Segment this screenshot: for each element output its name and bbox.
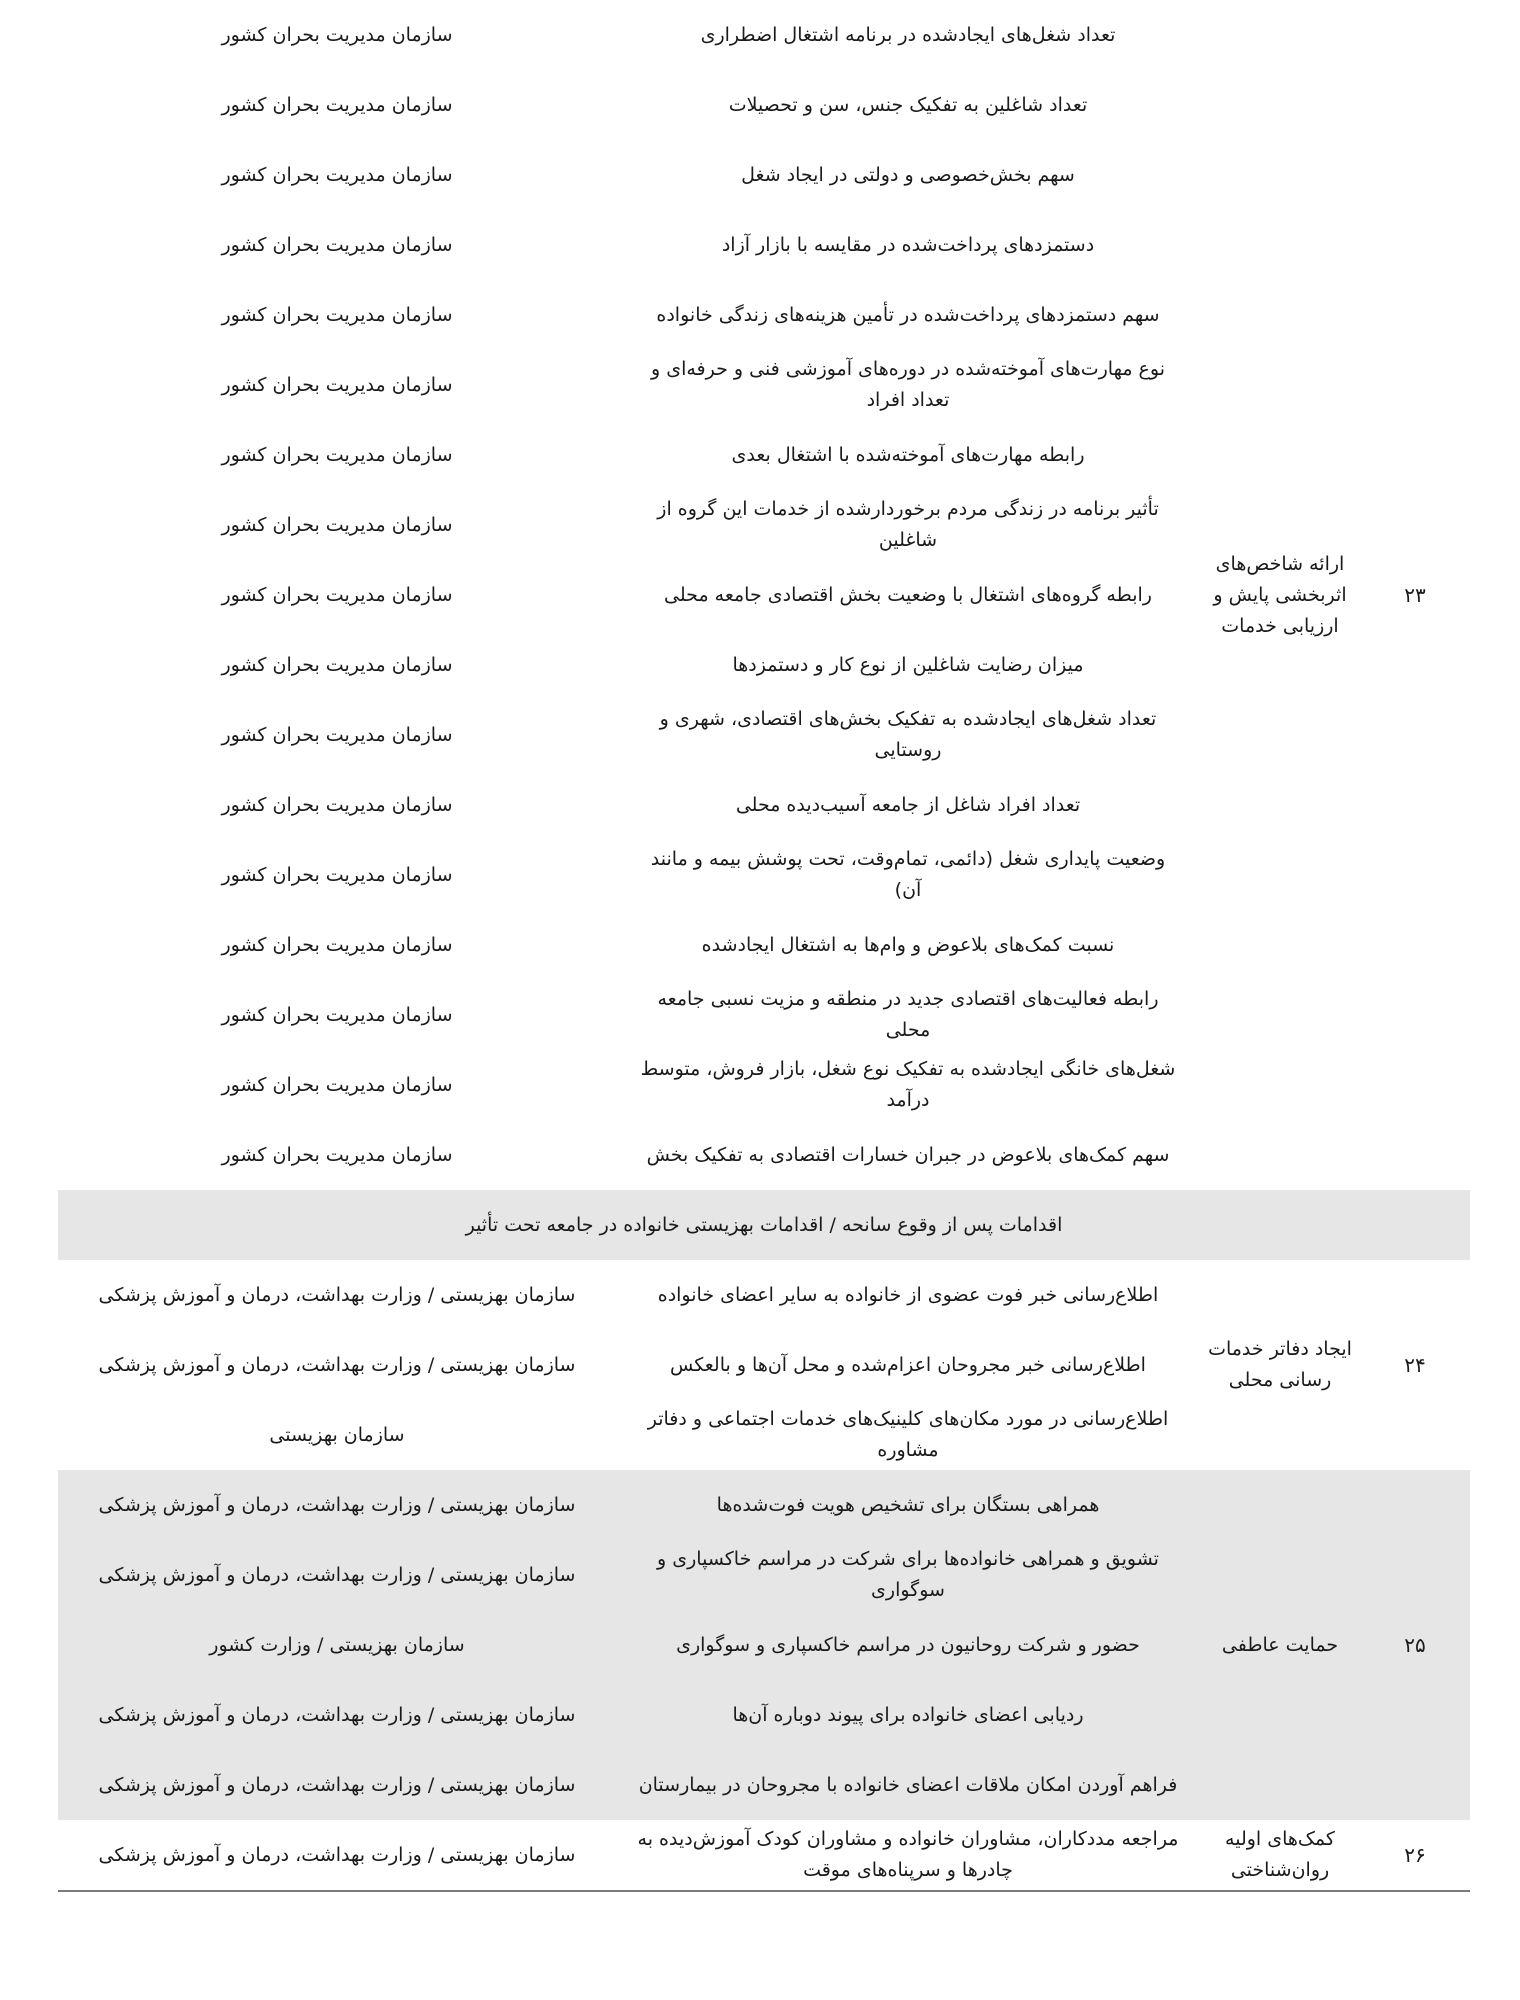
indicator-cell: ردیابی اعضای خانواده برای پیوند دوباره آن‌ها [616,1680,1200,1750]
indicator-cell: رابطه فعالیت‌های اقتصادی جدید در منطقه و مزیت نسبی جامعه محلی [657,988,1159,1041]
responsible-cell: سازمان مدیریت بحران کشور [221,303,453,326]
measure-title-24: ایجاد دفاتر خدمات رسانی محلی [1208,1338,1352,1391]
responsible-cell: سازمان مدیریت بحران کشور [221,93,453,116]
responsible-cell: سازمان مدیریت بحران کشور [221,1073,453,1096]
indicator-cell: شغل‌های خانگی ایجادشده به تفکیک نوع شغل، بازار فروش، متوسط درآمد [640,1058,1176,1111]
responsible-cell: سازمان مدیریت بحران کشور [221,513,453,536]
responsible-cell: سازمان بهزیستی / وزارت کشور [58,1610,616,1680]
indicator-cell: اطلاع‌رسانی خبر فوت عضوی از خانواده به سایر اعضای خانواده [657,1283,1159,1306]
responsible-cell: سازمان مدیریت بحران کشور [221,723,453,746]
indicator-cell: فراهم آوردن امکان ملاقات اعضای خانواده با مجروحان در بیمارستان [616,1750,1200,1820]
responsible-cell: سازمان مدیریت بحران کشور [221,373,453,396]
table-row [58,1470,1470,1540]
responsible-cell: سازمان بهزیستی / وزارت بهداشت، درمان و آموزش پزشکی [98,1283,576,1306]
indicator-cell: دستمزدهای پرداخت‌شده در مقایسه با بازار آزاد [721,233,1095,256]
indicator-cell: تعداد افراد شاغل از جامعه آسیب‌دیده محلی [735,793,1081,816]
indicator-cell: حضور و شرکت روحانیون در مراسم خاکسپاری و سوگواری [616,1610,1200,1680]
indicator-cell: رابطه گروه‌های اشتغال با وضعیت بخش اقتصادی جامعه محلی [664,583,1152,606]
indicator-cell: وضعیت پایداری شغل (دائمی، تمام‌وقت، تحت پوشش بیمه و مانند آن) [650,848,1166,901]
indicator-cell: تعداد شاغلین به تفکیک جنس، سن و تحصیلات [728,93,1088,116]
responsible-cell: سازمان مدیریت بحران کشور [221,933,453,956]
section-heading-row [58,1190,1470,1260]
indicator-cell: تشویق و همراهی خانواده‌ها برای شرکت در مراسم خاکسپاری و سوگواری [616,1540,1200,1610]
document-page [58,0,1470,2000]
section-heading: اقدامات پس از وقوع سانحه / اقدامات بهزیستی خانواده در جامعه تحت تأثیر [58,1190,1470,1260]
responsible-cell: سازمان بهزیستی / وزارت بهداشت، درمان و آموزش پزشکی [58,1470,616,1540]
responsible-cell: سازمان مدیریت بحران کشور [221,653,453,676]
responsible-cell: سازمان مدیریت بحران کشور [221,583,453,606]
measure-title-26: کمک‌های اولیه روان‌شناختی [1200,1820,1360,1891]
measure-title-25: حمایت عاطفی [1200,1470,1360,1820]
responsible-cell: سازمان بهزیستی / وزارت بهداشت، درمان و آموزش پزشکی [58,1820,616,1891]
responsible-cell: سازمان مدیریت بحران کشور [221,1003,453,1026]
indicator-cell: رابطه مهارت‌های آموخته‌شده با اشتغال بعدی [731,443,1085,466]
table-row [58,0,1470,70]
responsible-cell: سازمان مدیریت بحران کشور [221,23,453,46]
measures-table [58,0,1470,1892]
row-number-23: ۲۳ [1404,582,1426,607]
responsible-cell: سازمان بهزیستی [269,1423,405,1446]
indicator-cell: تعداد شغل‌های ایجادشده به تفکیک بخش‌های اقتصادی، شهری و روستایی [659,708,1157,761]
indicator-cell: اطلاع‌رسانی در مورد مکان‌های کلینیک‌های خدمات اجتماعی و دفاتر مشاوره [647,1408,1169,1461]
indicator-cell: مراجعه مددکاران، مشاوران خانواده و مشاوران کودک آموزش‌دیده به چادرها و سرپناه‌های موقت [616,1820,1200,1891]
responsible-cell: سازمان مدیریت بحران کشور [221,863,453,886]
responsible-cell: سازمان مدیریت بحران کشور [221,1143,453,1166]
indicator-cell: نوع مهارت‌های آموخته‌شده در دوره‌های آموزشی فنی و حرفه‌ای و تعداد افراد [651,358,1165,411]
measure-title-23: ارائه شاخص‌های اثربخشی پایش و ارزیابی خدمات [1213,552,1347,637]
responsible-cell: سازمان بهزیستی / وزارت بهداشت، درمان و آموزش پزشکی [98,1353,576,1376]
indicator-cell: نسبت کمک‌های بلاعوض و وام‌ها به اشتغال ایجادشده [701,933,1115,956]
indicator-cell: سهم کمک‌های بلاعوض در جبران خسارات اقتصادی به تفکیک بخش [646,1143,1170,1166]
row-number-24: ۲۴ [1404,1352,1426,1377]
indicator-cell: تأثیر برنامه در زندگی مردم برخوردارشده از خدمات این گروه از شاغلین [657,498,1159,551]
responsible-cell: سازمان مدیریت بحران کشور [221,443,453,466]
responsible-cell: سازمان بهزیستی / وزارت بهداشت، درمان و آموزش پزشکی [58,1540,616,1610]
responsible-cell: سازمان مدیریت بحران کشور [221,163,453,186]
indicator-cell: سهم دستمزدهای پرداخت‌شده در تأمین هزینه‌های زندگی خانواده [656,303,1160,326]
table-row [58,1820,1470,1891]
indicator-cell: سهم بخش‌خصوصی و دولتی در ایجاد شغل [741,163,1075,186]
responsible-cell: سازمان مدیریت بحران کشور [221,793,453,816]
table-row [58,1260,1470,1330]
responsible-cell: سازمان مدیریت بحران کشور [221,233,453,256]
responsible-cell: سازمان بهزیستی / وزارت بهداشت، درمان و آموزش پزشکی [58,1680,616,1750]
indicator-cell: میزان رضایت شاغلین از نوع کار و دستمزدها [732,653,1084,676]
row-number-25: ۲۵ [1360,1470,1470,1820]
indicator-cell: تعداد شغل‌های ایجادشده در برنامه اشتغال اضطراری [700,23,1116,46]
indicator-cell: اطلاع‌رسانی خبر مجروحان اعزام‌شده و محل آن‌ها و بالعکس [670,1353,1146,1376]
responsible-cell: سازمان بهزیستی / وزارت بهداشت، درمان و آموزش پزشکی [58,1750,616,1820]
row-number-26: ۲۶ [1360,1820,1470,1891]
indicator-cell: همراهی بستگان برای تشخیص هویت فوت‌شده‌ها [616,1470,1200,1540]
